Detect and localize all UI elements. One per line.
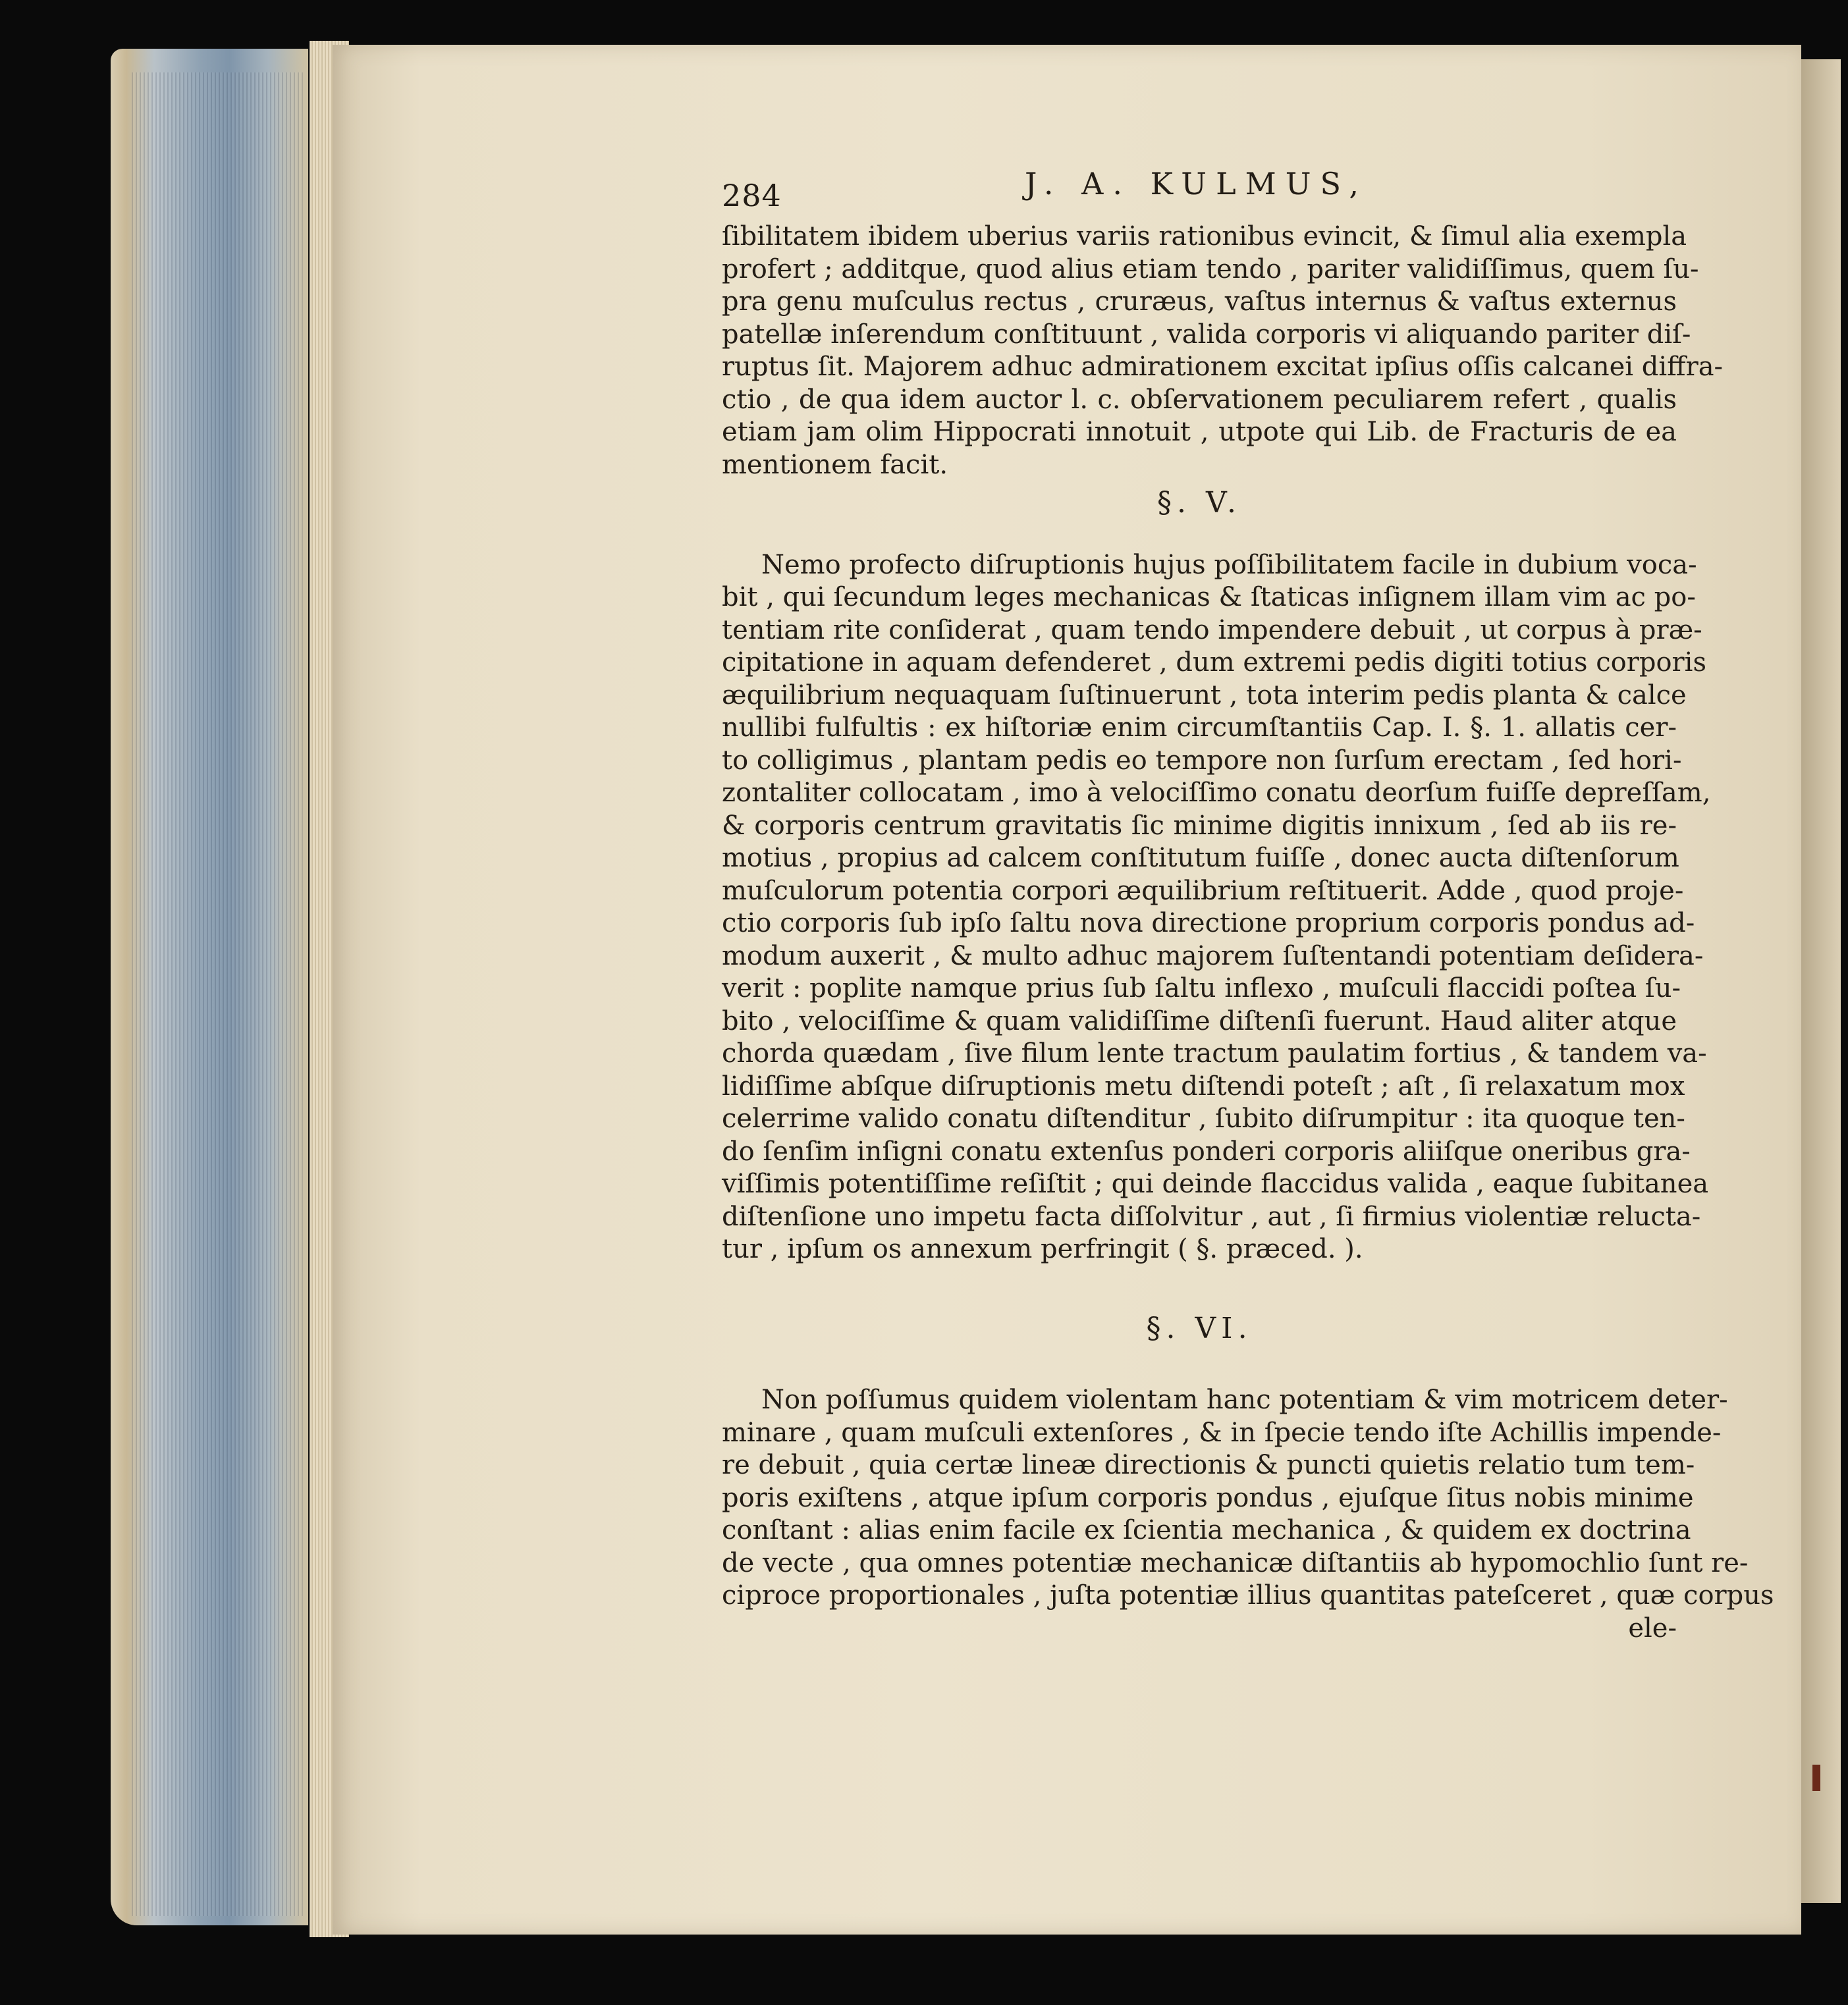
text-line: tur , ipſum os annexum perfringit ( §. præced. ).	[722, 1234, 1363, 1264]
text-line: æquilibrium nequaquam ſuſtinuerunt , tota interim pedis planta & calce	[722, 680, 1687, 710]
page-number: 284	[722, 178, 782, 213]
text-line: lidiſſime abſque diſruptionis metu diſtendi poteſt ; aſt , ſi relaxatum mox	[722, 1071, 1685, 1102]
text-line: Non poſſumus quidem violentam hanc potentiam & vim motricem deter-	[761, 1385, 1728, 1415]
text-line: to colligimus , plantam pedis eo tempore non ſurſum erectam , ſed hori-	[722, 745, 1682, 776]
text-line: ctio corporis ſub ipſo ſaltu nova directione proprium corporis pondus ad-	[722, 908, 1695, 938]
text-line: diſtenſione uno impetu facta diſſolvitur , aut , ſi firmius violentiæ relucta-	[722, 1201, 1701, 1232]
paragraph-1	[722, 221, 1724, 481]
page-text	[722, 166, 1774, 1645]
text-line: motius , propius ad calcem conſtitutum fuiſſe , donec aucta diſtenſorum	[722, 843, 1679, 873]
text-line: chorda quædam , ſive filum lente tractum paulatim fortius , & tandem va-	[722, 1038, 1707, 1069]
text-line: do ſenſim inſigni conatu extenſus ponderi corporis aliiſque oneribus gra-	[722, 1136, 1691, 1167]
text-line: & corporis centrum gravitatis ſic minime digitis innixum , ſed ab iis re-	[722, 810, 1677, 841]
bookmark-ribbon	[1812, 1765, 1820, 1791]
text-line: poris exiſtens , atque ipſum corporis pondus , ejuſque ſitus nobis minime	[722, 1482, 1694, 1513]
page-header	[722, 168, 1677, 221]
text-line: zontaliter collocatam , imo à velociſſimo conatu deorſum fuiſſe depreſſam,	[722, 778, 1711, 808]
text-line: verit : poplite namque prius ſub ſaltu inflexo , muſculi flaccidi poſtea ſu-	[722, 973, 1681, 1003]
text-line: bit , qui ſecundum leges mechanicas & ſtaticas inſignem illam vim ac po-	[722, 582, 1696, 612]
text-line: bito , velociſſime & quam validiſſime diſtenſi fuerunt. Haud aliter atque	[722, 1005, 1677, 1036]
text-line: viſſimis potentiſſime reſiſtit ; qui deinde flaccidus valida , eaque ſubitanea	[722, 1169, 1709, 1199]
text-line: Nemo profecto diſruptionis hujus poſſibilitatem facile in dubium voca-	[761, 549, 1697, 580]
running-head: J. A. KULMUS,	[1025, 166, 1368, 201]
text-line: conſtant : alias enim facile ex ſcientia mechanica , & quidem ex doctrina	[722, 1515, 1691, 1545]
text-line: cipitatione in aquam defenderet , dum extremi pedis digiti totius corporis	[722, 647, 1706, 678]
text-line: tentiam rite conſiderat , quam tendo impendere debuit , ut corpus à præ-	[722, 614, 1702, 645]
text-line: pra genu muſculus rectus , cruræus, vaſtus internus & vaſtus externus	[722, 286, 1677, 317]
page-edges	[132, 72, 303, 1916]
text-line: de vecte , qua omnes potentiæ mechanicæ diſtantiis ab hypomochlio ſunt re-	[722, 1547, 1749, 1578]
text-line: patellæ inſerendum conſtituunt , valida corporis vi aliquando pariter diſ-	[722, 319, 1691, 350]
text-line: re debuit , quia certæ lineæ directionis & puncti quietis relatio tum tem-	[722, 1450, 1695, 1480]
text-line: ctio , de qua idem auctor l. c. obſervationem peculiarem refert , qualis	[722, 384, 1677, 415]
text-line: muſculorum potentia corpori æquilibrium reſtituerit. Adde , quod proje-	[722, 875, 1684, 906]
text-line: profert ; additque, quod alius etiam tendo , pariter validiſſimus, quem ſu-	[722, 254, 1699, 284]
text-line: mentionem facit.	[722, 449, 948, 480]
text-line: ruptus ſit. Majorem adhuc admirationem excitat ipſius oſſis calcanei diffra-	[722, 352, 1724, 382]
text-line: celerrime valido conatu diſtenditur , ſubito diſrumpitur : ita quoque ten-	[722, 1104, 1685, 1134]
paragraph-3	[722, 1384, 1774, 1613]
paragraph-2	[722, 549, 1711, 1266]
facing-page-edge	[1801, 59, 1841, 1903]
section-heading-6: §. VI.	[1146, 1311, 1253, 1345]
text-line: ſibilitatem ibidem uberius variis rationibus evincit, & ſimul alia exempla	[722, 221, 1687, 252]
text-line: modum auxerit , & multo adhuc majorem ſuſtentandi potentiam deſidera-	[722, 940, 1704, 971]
catchword: ele-	[1628, 1613, 1677, 1644]
text-line: minare , quam muſculi extenſores , & in ſpecie tendo iſte Achillis impende-	[722, 1417, 1722, 1448]
text-line: nullibi fulfultis : ex hiſtoriæ enim circumſtantiis Cap. I. §. 1. allatis cer-	[722, 712, 1677, 743]
section-heading-5: §. V.	[1156, 486, 1242, 520]
text-line: etiam jam olim Hippocrati innotuit , utpote qui Lib. de Fracturis de ea	[722, 417, 1677, 447]
text-line: ciproce proportionales , juſta potentiæ illius quantitas pateſceret , quæ corpus	[722, 1580, 1774, 1611]
